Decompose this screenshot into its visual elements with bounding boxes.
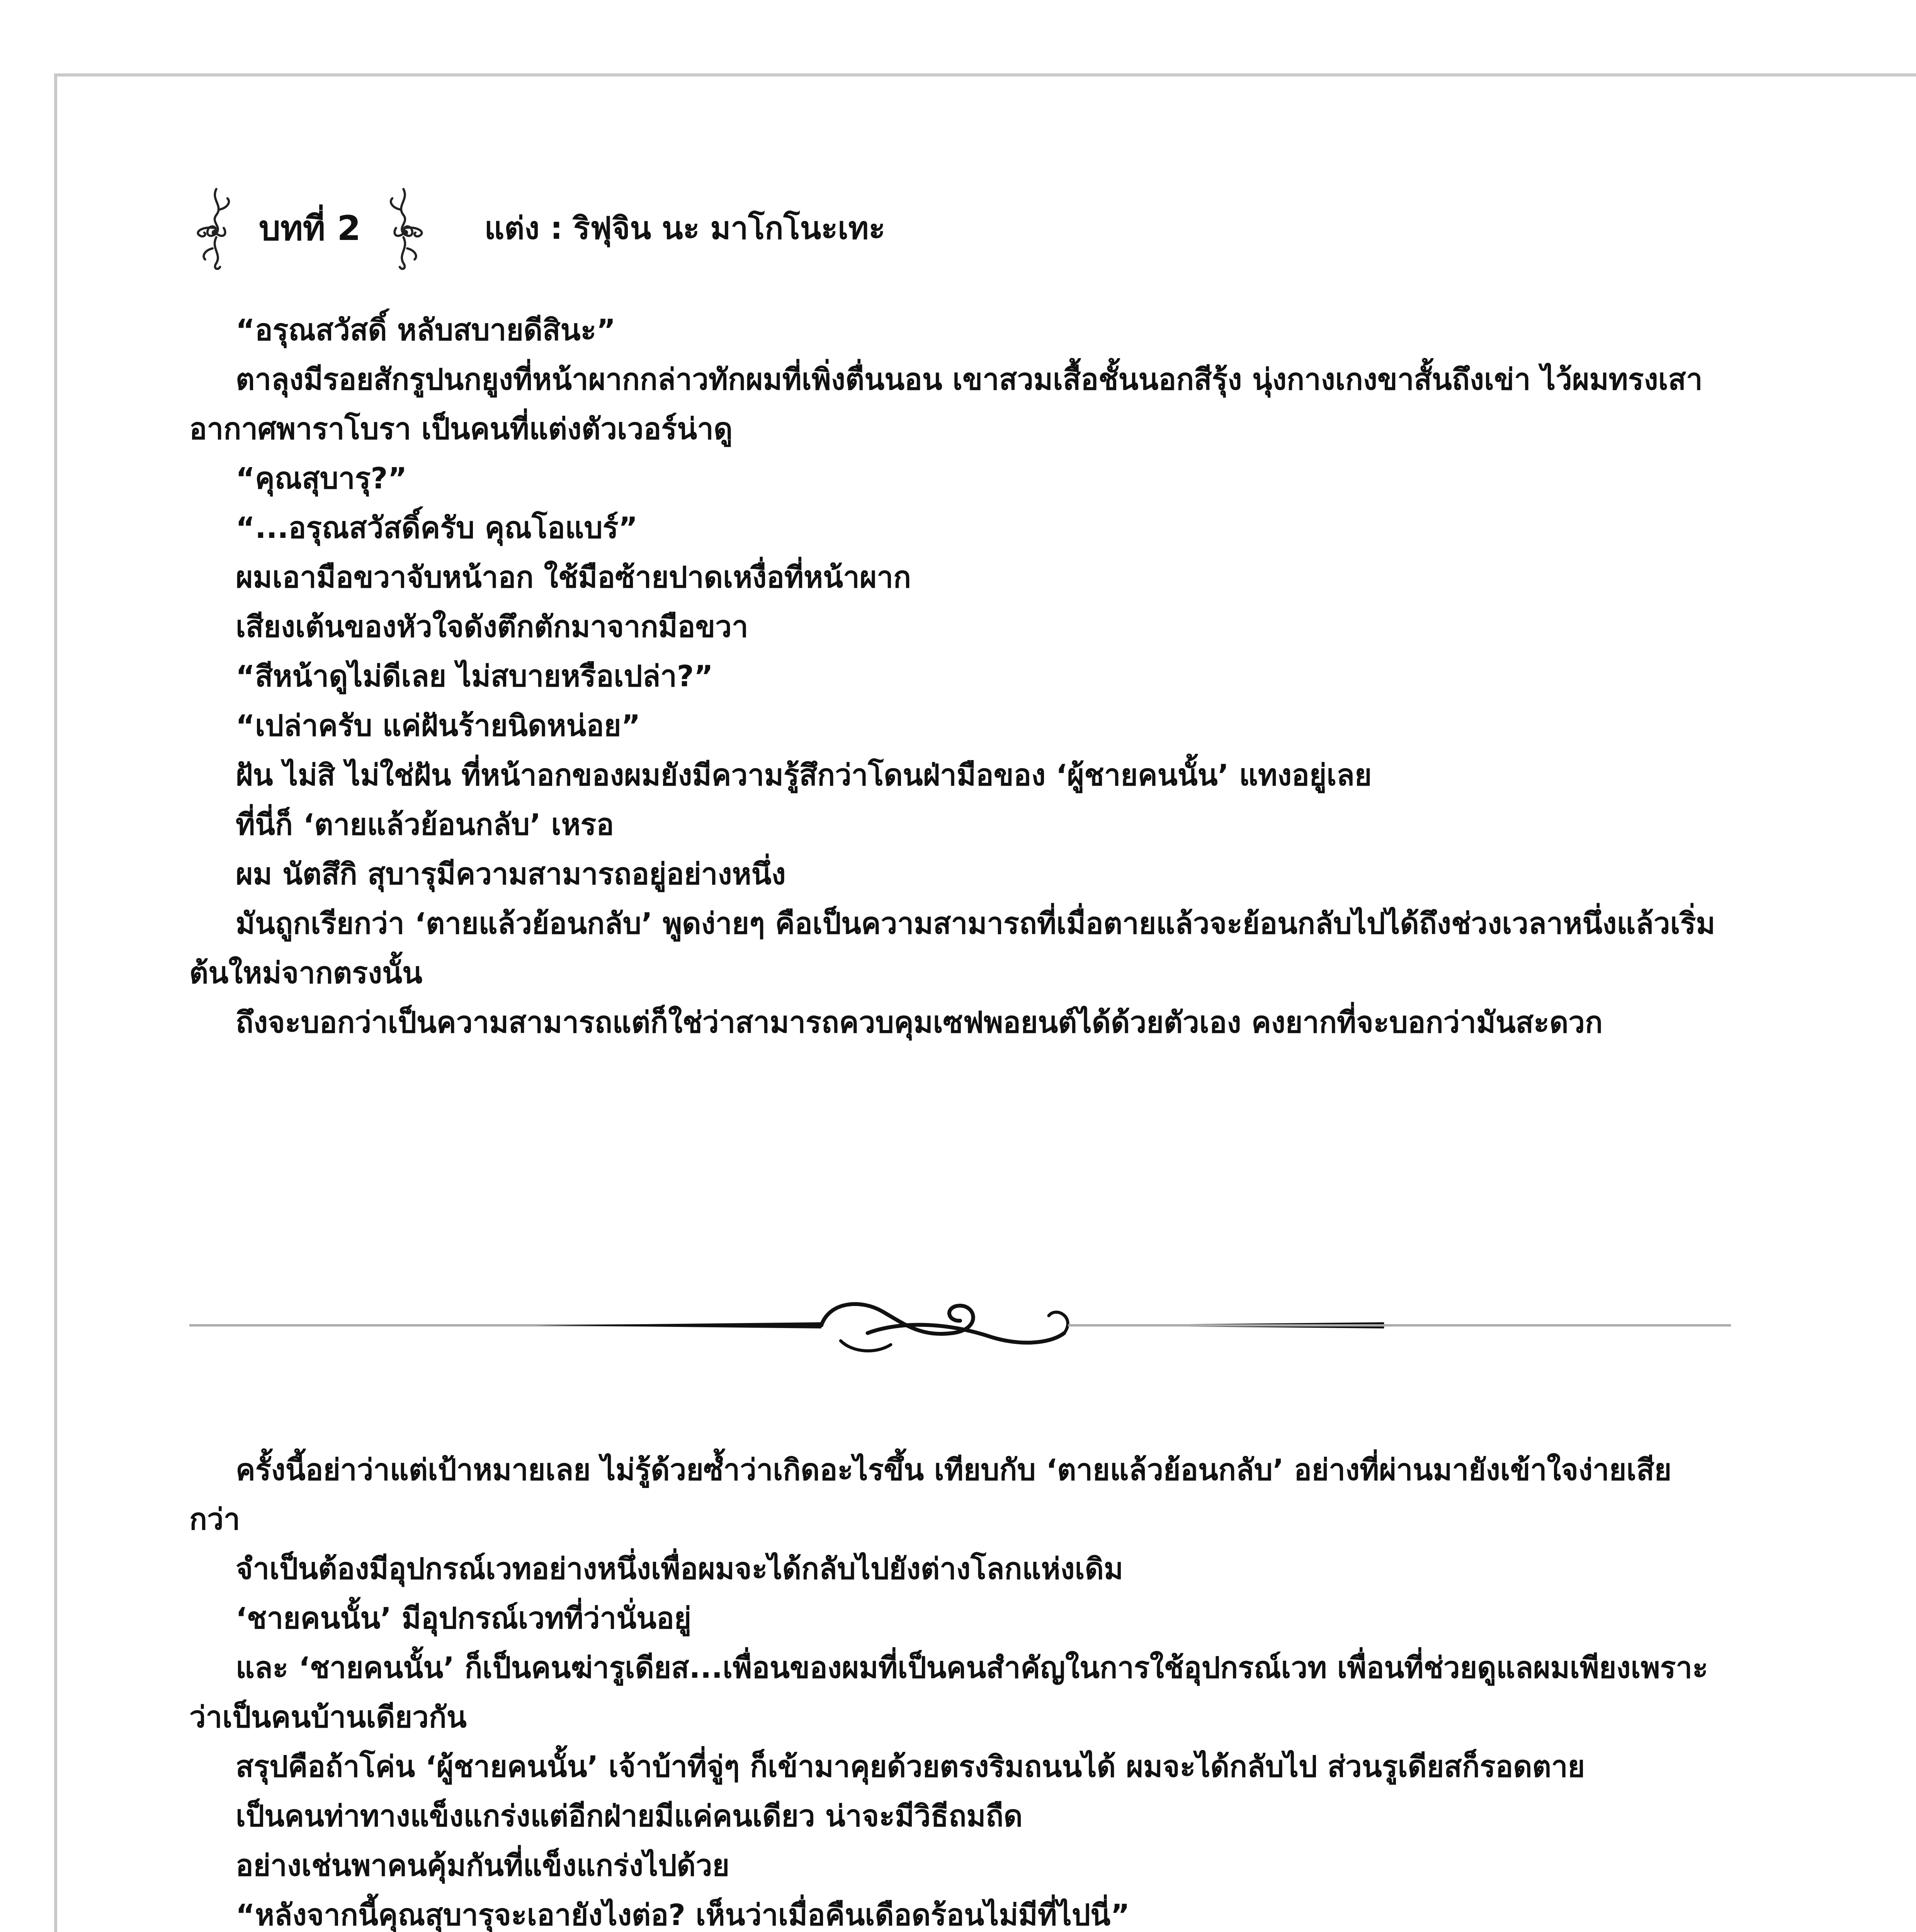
paragraph: ฝัน ไม่สิ ไม่ใช่ฝัน ที่หน้าอกของผมยังมีความรู้สึกว่าโดนฝ่ามือของ ‘ผู้ชายคนนั้น’ แทงอยู่เลย [236, 758, 1372, 792]
paragraph: ครั้งนี้อย่าว่าแต่เป้าหมายเลย ไม่รู้ด้วยซ้ำว่าเกิดอะไรขึ้น เทียบกับ ‘ตายแล้วย้อนกลับ’ อย่างที่ผ่านมายังเข้าใจง่ายเสียกว่า [189, 1452, 1672, 1536]
paragraph: ตาลุงมีรอยสักรูปนกยูงที่หน้าผากกล่าวทักผมที่เพิ่งตื่นนอน เขาสวมเสื้อชั้นนอกสีรุ้ง นุ่งกางเกงขาสั้นถึงเข่า ไว้ผมทรงเสาอากาศพาราโบรา เป็นคนที่แต่งตัวเวอร์น่าดู [189, 362, 1703, 446]
paragraph: และ ‘ชายคนนั้น’ ก็เป็นคนฆ่ารูเดียส...เพื่อนของผมที่เป็นคนสำคัญในการใช้อุปกรณ์เวท เพื่อนที่ช่วยดูแลผมเพียงเพราะว่าเป็นคนบ้านเดียวกัน [189, 1650, 1708, 1734]
paragraph: ผมเอามือขวาจับหน้าอก ใช้มือซ้ายปาดเหงื่อที่หน้าผาก [236, 560, 911, 594]
section-divider [189, 1275, 1731, 1376]
paragraph: “คุณสุบารุ?” [236, 461, 407, 495]
chapter-header [185, 182, 885, 274]
chapter-title: บทที่ 2 [259, 208, 361, 248]
paragraph: ‘ชายคนนั้น’ มีอุปกรณ์เวทที่ว่านั่นอยู่ [236, 1601, 692, 1635]
paragraph: อย่างเช่นพาคนคุ้มกันที่แข็งแกร่งไปด้วย [236, 1848, 730, 1883]
paragraph: จำเป็นต้องมีอุปกรณ์เวทอย่างหนึ่งเพื่อผมจะได้กลับไปยังต่างโลกแห่งเดิม [236, 1551, 1124, 1586]
ornament-right-icon [376, 182, 434, 274]
flourish-divider-icon [189, 1275, 1731, 1376]
paragraph: เป็นคนท่าทางแข็งแกร่งแต่อีกฝ่ายมีแค่คนเดียว น่าจะมีวิธีถมถืด [236, 1799, 1023, 1833]
paragraph: “อรุณสวัสดิ์ หลับสบายดีสินะ” [236, 313, 616, 347]
author-line: แต่ง : ริฟุจิน นะ มาโกโนะเทะ [484, 210, 886, 246]
paragraph: ผม นัตสึกิ สุบารุมีความสามารถอยู่อย่างหนึ่ง [236, 857, 786, 891]
paragraph: ที่นี่ก็ ‘ตายแล้วย้อนกลับ’ เหรอ [236, 807, 614, 842]
text-section-1 [189, 305, 1715, 1047]
paragraph: มันถูกเรียกว่า ‘ตายแล้วย้อนกลับ’ พูดง่ายๆ คือเป็นความสามารถที่เมื่อตายแล้วจะย้อนกลับไปได้ถึงช่วงเวลาหนึ่งแล้วเริ่มต้นใหม่จากตรงนั้น [189, 906, 1715, 990]
text-section-2 [189, 1445, 1715, 1932]
ornament-left-icon [185, 182, 243, 274]
paragraph: “สีหน้าดูไม่ดีเลย ไม่สบายหรือเปล่า?” [236, 659, 713, 693]
paragraph: เสียงเต้นของหัวใจดังตึกตักมาจากมือขวา [236, 609, 748, 644]
paragraph: ถึงจะบอกว่าเป็นความสามารถแต่ก็ใช่ว่าสามารถควบคุมเซฟพอยนต์ได้ด้วยตัวเอง คงยากที่จะบอกว่ามันสะดวก [236, 1005, 1603, 1039]
paragraph: “หลังจากนี้คุณสุบารุจะเอายังไงต่อ? เห็นว่าเมื่อคืนเดือดร้อนไม่มีที่ไปนี่” [236, 1898, 1130, 1932]
paragraph: สรุปคือถ้าโค่น ‘ผู้ชายคนนั้น’ เจ้าบ้าที่จู่ๆ ก็เข้ามาคุยด้วยตรงริมถนนได้ ผมจะได้กลับไป ส่วนรูเดียสก็รอดตาย [236, 1749, 1585, 1784]
page-left-border [54, 73, 57, 1932]
paragraph: “เปล่าครับ แค่ฝันร้ายนิดหน่อย” [236, 708, 641, 743]
page-top-border [54, 73, 1916, 77]
paragraph: “...อรุณสวัสดิ์ครับ คุณโอแบร์” [236, 510, 638, 545]
